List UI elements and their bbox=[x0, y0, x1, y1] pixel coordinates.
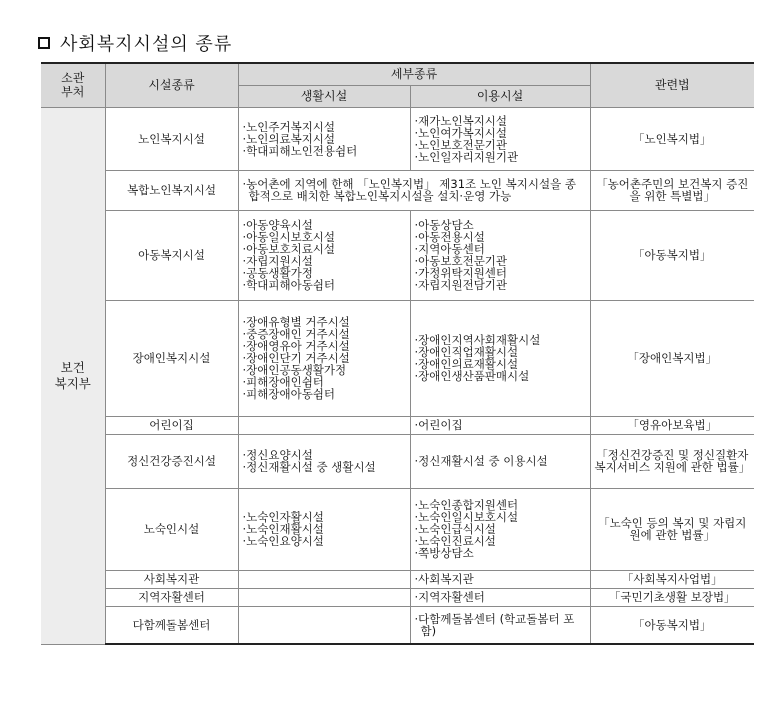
list-item: · 노숙인진료시설 bbox=[415, 535, 586, 547]
list-item: · 아동상담소 bbox=[415, 219, 586, 231]
list-item: · 노인보호전문기관 bbox=[415, 139, 586, 151]
list-item: · 쪽방상담소 bbox=[415, 547, 586, 559]
law-cell: 「장애인복지법」 bbox=[590, 300, 754, 416]
living-cell bbox=[238, 570, 410, 588]
department-cell: 보건 복지부 bbox=[41, 107, 105, 644]
list-item: · 재가노인복지시설 bbox=[415, 115, 586, 127]
use-cell bbox=[410, 107, 590, 170]
facility-type-cell: 사회복지관 bbox=[105, 570, 238, 588]
use-cell bbox=[410, 488, 590, 570]
living-cell bbox=[238, 606, 410, 644]
use-cell bbox=[410, 570, 590, 588]
list-item: · 장애인생산품판매시설 bbox=[415, 370, 586, 382]
list-item: · 피해장애인쉼터 bbox=[243, 376, 406, 388]
living-cell bbox=[238, 210, 410, 300]
list-item: · 지역아동센터 bbox=[415, 243, 586, 255]
list-item: · 노숙인자활시설 bbox=[243, 511, 406, 523]
list-item: · 노숙인일시보호시설 bbox=[415, 511, 586, 523]
list-item: · 노숙인재활시설 bbox=[243, 523, 406, 535]
law-cell: 「노인복지법」 bbox=[590, 107, 754, 170]
header-use: 이용시설 bbox=[410, 85, 590, 107]
facility-type-cell: 다함께돌봄센터 bbox=[105, 606, 238, 644]
facility-type-cell: 장애인복지시설 bbox=[105, 300, 238, 416]
list-item: · 사회복지관 bbox=[415, 573, 586, 585]
facility-type-cell: 정신건강증진시설 bbox=[105, 434, 238, 488]
list-item: · 다함께돌봄센터 (학교돌봄터 포함) bbox=[415, 613, 586, 637]
living-cell bbox=[238, 488, 410, 570]
header-law: 관련법 bbox=[590, 63, 754, 107]
use-cell bbox=[410, 434, 590, 488]
list-item: · 지역자활센터 bbox=[415, 591, 586, 603]
table-row bbox=[41, 434, 754, 488]
table-row bbox=[41, 170, 754, 210]
use-cell bbox=[410, 300, 590, 416]
list-item: · 아동전용시설 bbox=[415, 231, 586, 243]
list-item: · 장애인단기 거주시설 bbox=[243, 352, 406, 364]
list-item: · 가정위탁지원센터 bbox=[415, 267, 586, 279]
table-row bbox=[41, 588, 754, 606]
list-item: · 농어촌에 지역에 한해 「노인복지법」 제31조 노인 복지시설을 종합적으로 배치한 복합노인복지시설을 설치·운영 가능 bbox=[243, 178, 586, 202]
list-item: · 아동보호치료시설 bbox=[243, 243, 406, 255]
law-cell: 「아동복지법」 bbox=[590, 606, 754, 644]
list-item: · 장애영유아 거주시설 bbox=[243, 340, 406, 352]
list-item: · 중증장애인 거주시설 bbox=[243, 328, 406, 340]
table-row bbox=[41, 210, 754, 300]
law-cell: 「아동복지법」 bbox=[590, 210, 754, 300]
list-item: · 정신재활시설 중 이용시설 bbox=[415, 455, 586, 467]
list-item: · 장애인공동생활가정 bbox=[243, 364, 406, 376]
list-item: · 자립지원시설 bbox=[243, 255, 406, 267]
list-item: · 정신재활시설 중 생활시설 bbox=[243, 461, 406, 473]
use-cell bbox=[410, 588, 590, 606]
law-cell: 「노숙인 등의 복지 및 자립지원에 관한 법률」 bbox=[590, 488, 754, 570]
list-item: · 장애유형별 거주시설 bbox=[243, 316, 406, 328]
table-row bbox=[41, 416, 754, 434]
header-living: 생활시설 bbox=[238, 85, 410, 107]
list-item: · 노인일자리지원기관 bbox=[415, 151, 586, 163]
list-item: · 노숙인종합지원센터 bbox=[415, 499, 586, 511]
list-item: · 노숙인요양시설 bbox=[243, 535, 406, 547]
list-item: · 장애인지역사회재활시설 bbox=[415, 334, 586, 346]
facility-table bbox=[41, 62, 754, 645]
table-row bbox=[41, 488, 754, 570]
living-cell bbox=[238, 416, 410, 434]
list-item: · 노인여가복지시설 bbox=[415, 127, 586, 139]
list-item: · 장애인의료재활시설 bbox=[415, 358, 586, 370]
facility-type-cell: 복합노인복지시설 bbox=[105, 170, 238, 210]
facility-type-cell: 어린이집 bbox=[105, 416, 238, 434]
list-item: · 정신요양시설 bbox=[243, 449, 406, 461]
list-item: · 어린이집 bbox=[415, 419, 586, 431]
table-row bbox=[41, 107, 754, 170]
header-facility-type: 시설종류 bbox=[105, 63, 238, 107]
use-cell bbox=[410, 210, 590, 300]
living-cell bbox=[238, 107, 410, 170]
list-item: · 학대피해노인전용쉼터 bbox=[243, 145, 406, 157]
use-cell bbox=[410, 416, 590, 434]
square-outline-icon bbox=[38, 37, 50, 49]
law-cell: 「정신건강증진 및 정신질환자 복지서비스 지원에 관한 법률」 bbox=[590, 434, 754, 488]
table-row bbox=[41, 300, 754, 416]
table-row bbox=[41, 570, 754, 588]
header-dept: 소관 부처 bbox=[41, 63, 105, 107]
list-item: · 공동생활가정 bbox=[243, 267, 406, 279]
law-cell: 「국민기초생활 보장법」 bbox=[590, 588, 754, 606]
description-cell bbox=[238, 170, 590, 210]
list-item: · 노인주거복지시설 bbox=[243, 121, 406, 133]
list-item: · 노숙인급식시설 bbox=[415, 523, 586, 535]
living-cell bbox=[238, 588, 410, 606]
living-cell bbox=[238, 434, 410, 488]
list-item: · 아동일시보호시설 bbox=[243, 231, 406, 243]
list-item: · 노인의료복지시설 bbox=[243, 133, 406, 145]
page-heading bbox=[38, 30, 232, 56]
use-cell bbox=[410, 606, 590, 644]
list-item: · 학대피해아동쉼터 bbox=[243, 279, 406, 291]
list-item: · 아동양육시설 bbox=[243, 219, 406, 231]
law-cell: 「사회복지사업법」 bbox=[590, 570, 754, 588]
facility-type-cell: 아동복지시설 bbox=[105, 210, 238, 300]
facility-type-cell: 노숙인시설 bbox=[105, 488, 238, 570]
law-cell: 「영유아보육법」 bbox=[590, 416, 754, 434]
list-item: · 아동보호전문기관 bbox=[415, 255, 586, 267]
header-detail: 세부종류 bbox=[238, 63, 590, 85]
facility-type-cell: 지역자활센터 bbox=[105, 588, 238, 606]
list-item: · 장애인직업재활시설 bbox=[415, 346, 586, 358]
law-cell: 「농어촌주민의 보건복지 증진을 위한 특별법」 bbox=[590, 170, 754, 210]
living-cell bbox=[238, 300, 410, 416]
list-item: · 피해장애아동쉼터 bbox=[243, 388, 406, 400]
table-row bbox=[41, 606, 754, 644]
list-item: · 자립지원전담기관 bbox=[415, 279, 586, 291]
facility-type-cell: 노인복지시설 bbox=[105, 107, 238, 170]
page-title: 사회복지시설의 종류 bbox=[60, 34, 233, 55]
